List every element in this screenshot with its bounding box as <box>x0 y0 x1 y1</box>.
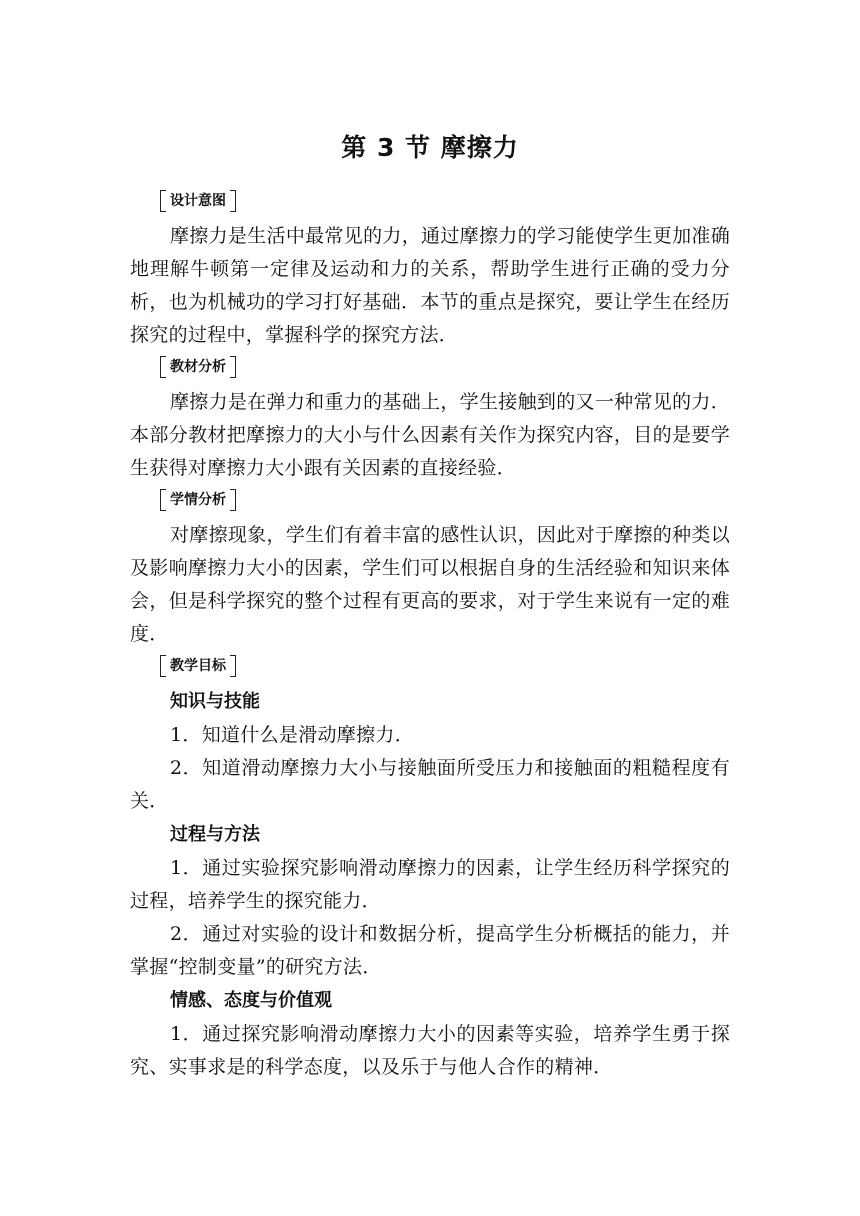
section-design <box>130 188 730 218</box>
knowledge-item-1: 1．知道什么是滑动摩擦力． <box>170 724 414 746</box>
document-body <box>130 186 730 1084</box>
emotion-item-1: 1．通过探究影响滑动摩擦力大小的因素等实验，培养学生勇于探究、实事求是的科学态度，以及乐于与他人合作的精神． <box>130 1023 730 1078</box>
section-goals <box>130 653 730 683</box>
section-tag-goals: 教学目标 <box>160 653 236 679</box>
section-tag-student: 学情分析 <box>160 487 236 513</box>
section-tag-material: 教材分析 <box>160 354 236 380</box>
material-paragraph: 摩擦力是在弹力和重力的基础上，学生接触到的又一种常见的力．本部分教材把摩擦力的大小与什么因素有关作为探究内容，目的是要学生获得对摩擦力大小跟有关因素的直接经验． <box>130 391 730 479</box>
section-tag-design: 设计意图 <box>160 188 236 214</box>
section-material <box>130 354 730 384</box>
knowledge-item-2: 2．知道滑动摩擦力大小与接触面所受压力和接触面的粗糙程度有关． <box>130 757 730 812</box>
process-item-2: 2．通过对实验的设计和数据分析，提高学生分析概括的能力，并掌握“控制变量”的研究方法． <box>130 923 730 978</box>
design-paragraph: 摩擦力是生活中最常见的力，通过摩擦力的学习能使学生更加准确地理解牛顿第一定律及运动和力的关系，帮助学生进行正确的受力分析，也为机械功的学习打好基础．本节的重点是探究，要让学生在经历探究的过程中，掌握科学的探究方法． <box>130 225 730 346</box>
knowledge-heading: 知识与技能 <box>170 691 260 712</box>
section-student <box>130 487 730 517</box>
page-title: 第 3 节 摩擦力 <box>341 133 519 162</box>
student-paragraph: 对摩擦现象，学生们有着丰富的感性认识，因此对于摩擦的种类以及影响摩擦力大小的因素，学生们可以根据自身的生活经验和知识来体会，但是科学探究的整个过程有更高的要求，对于学生来说有一定的难度． <box>130 524 730 645</box>
process-heading: 过程与方法 <box>170 824 260 845</box>
process-item-1: 1．通过实验探究影响滑动摩擦力的因素，让学生经历科学探究的过程，培养学生的探究能力． <box>130 857 730 912</box>
emotion-heading: 情感、态度与价值观 <box>170 990 332 1011</box>
